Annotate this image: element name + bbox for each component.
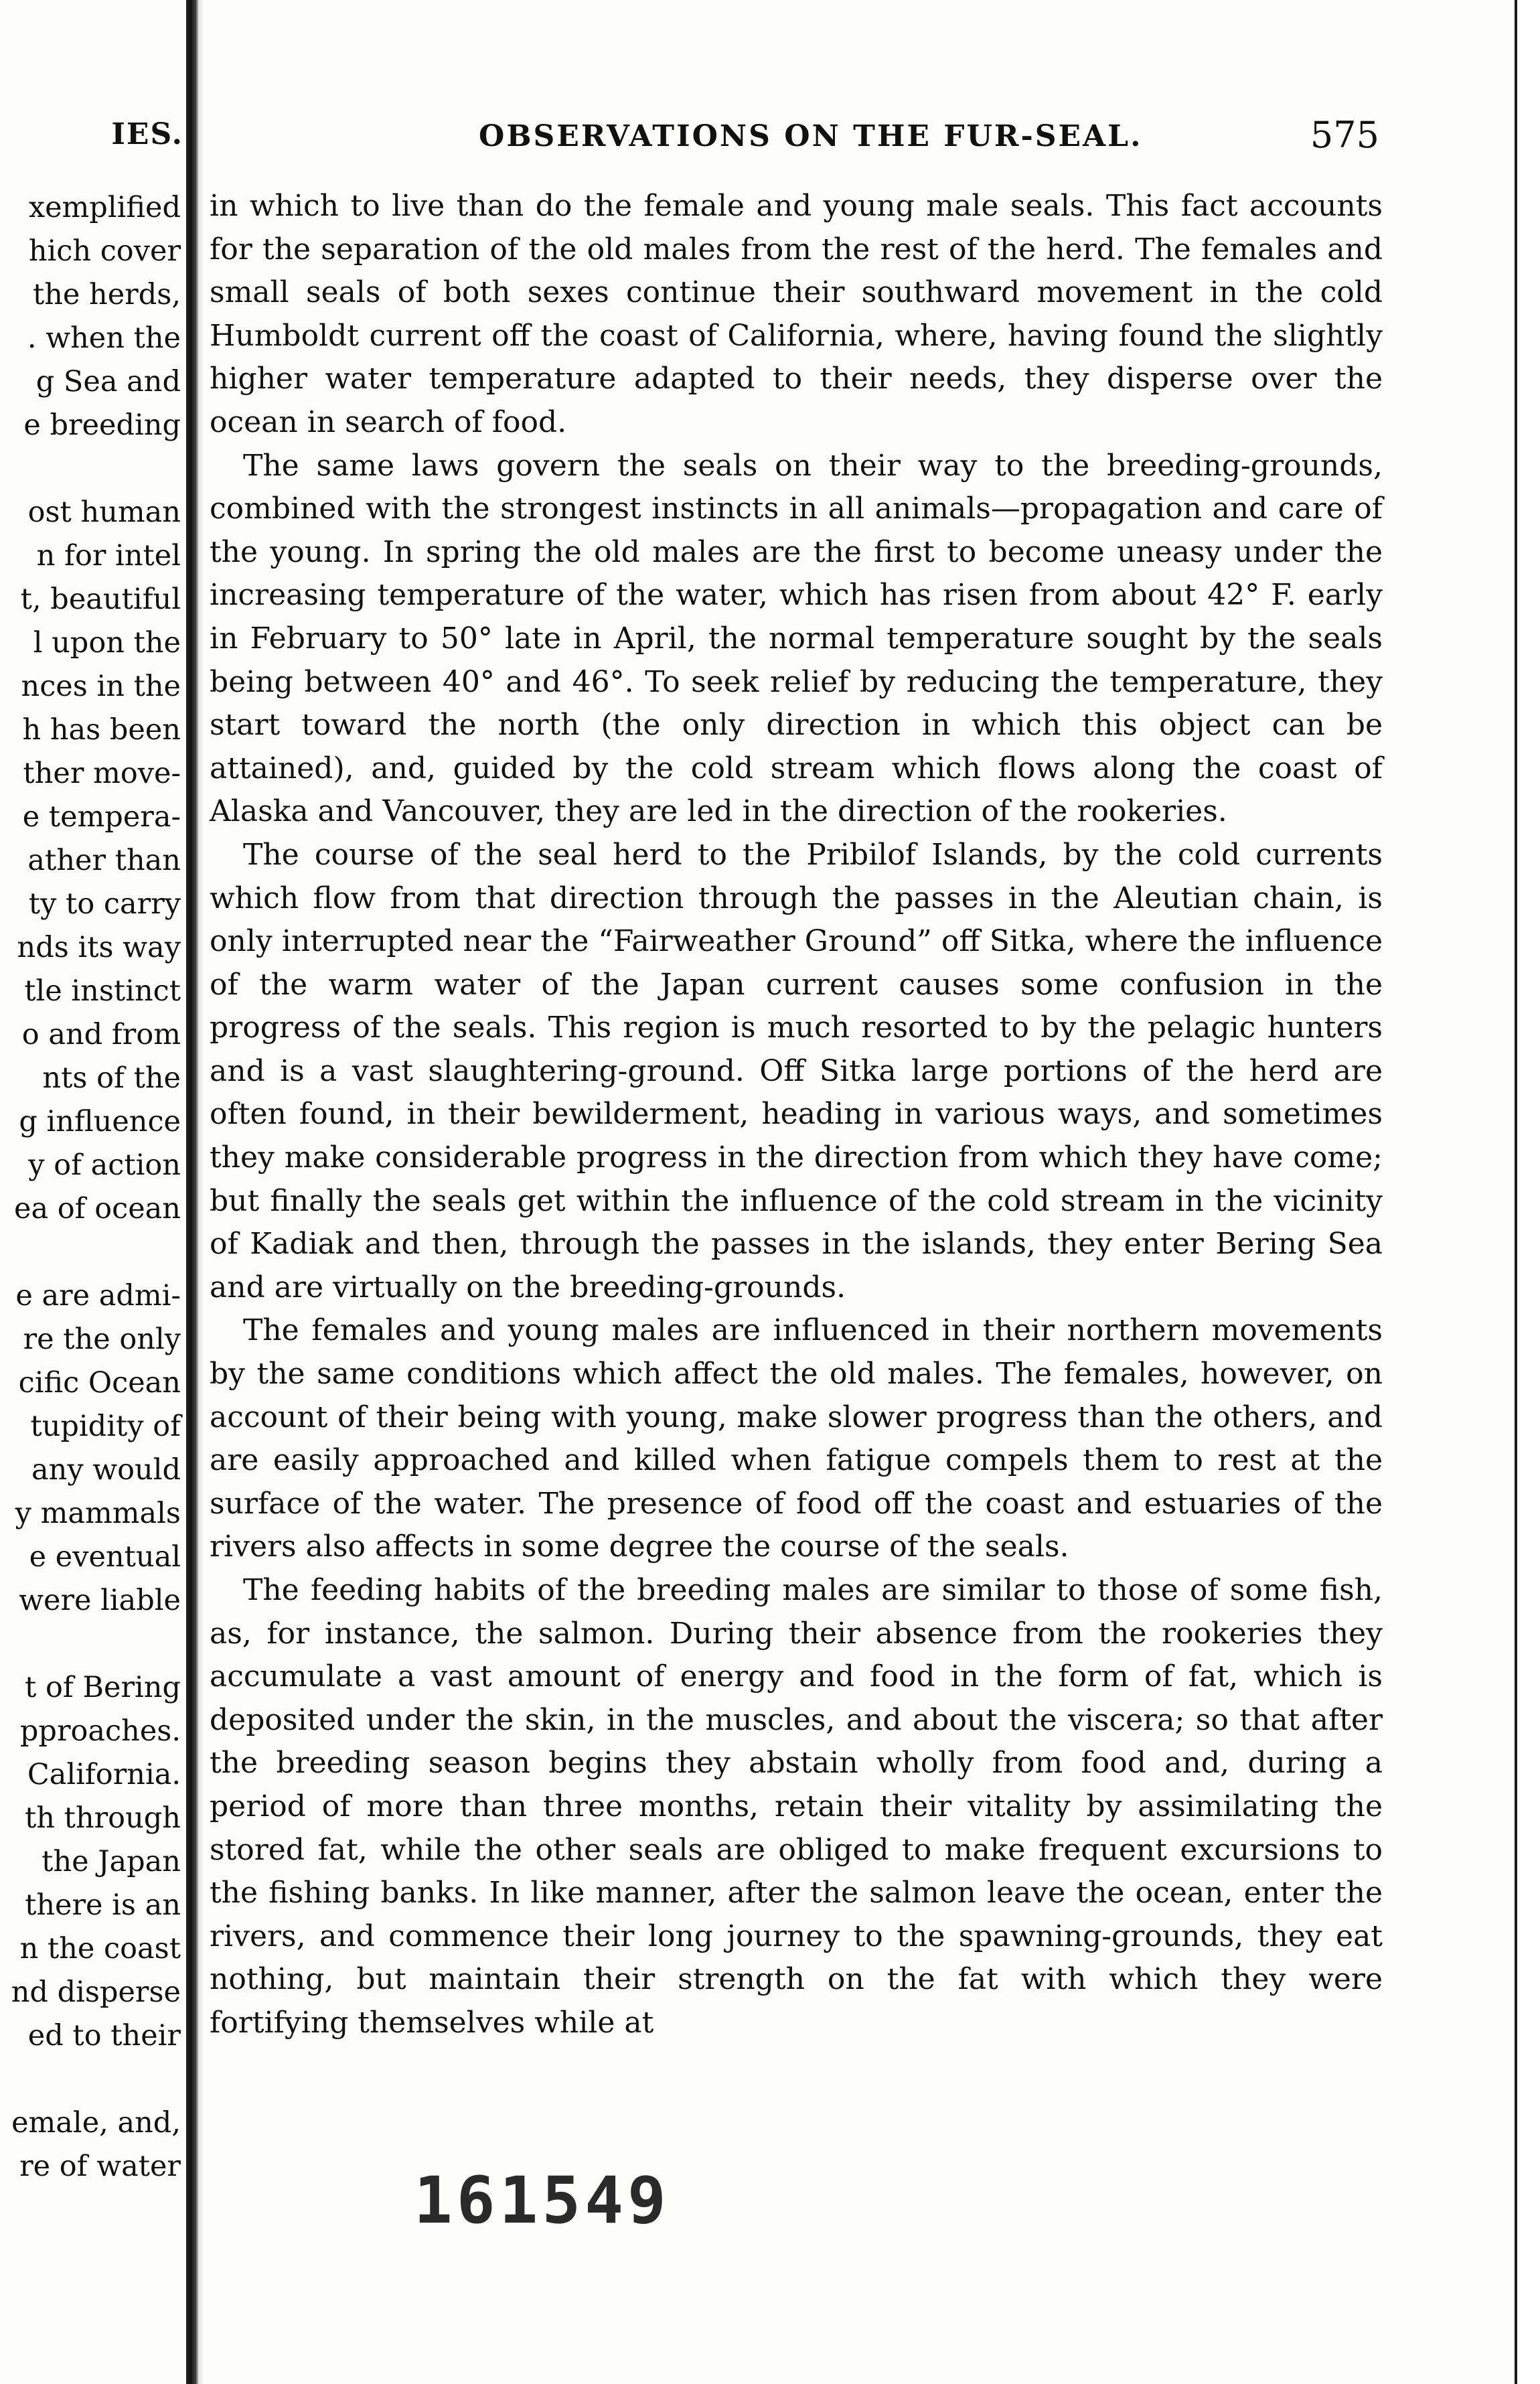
left-page-fragment (0, 0, 186, 2384)
paragraph: The feeding habits of the breeding males are similar to those of some fish, as, for instance, the salmon. During their absence from the rookeries they accumulate a vast amount of energy and food in the form of fat, which is deposited under the skin, in the muscles, and about the viscera; so that after the breeding season begins they abstain wholly from food and, during a period of more than three months, retain their vitality by assimilating the stored fat, while the other seals are obliged to make frequent excursions to the fishing banks. In like manner, after the salmon leave the ocean, enter the rivers, and commence their long journey to the spawning-grounds, they eat nothing, but maintain their strength on the fat with which they were fortifying themselves while at (210, 1573, 1383, 2040)
left-page-line: pproaches. (19, 1714, 181, 1748)
left-page-line: e breeding (23, 408, 181, 442)
left-page-line: ty to carry (28, 887, 181, 921)
left-page-line: o and from (21, 1018, 181, 1051)
left-page-line: ea of ocean (14, 1192, 181, 1225)
paragraph: The same laws govern the seals on their way to the breeding-grounds, combined with the strongest instincts in all animals—propagation and care of the young. In spring the old males are the first to become uneasy under the increasing temperature of the water, which has risen from about 42° F. early in February to 50° late in April, the normal temperature sought by the seals being between 40° and 46°. To seek relief by reducing the temperature, they start toward the north (the only direction in which this object can be attained), and, guided by the cold stream which flows along the coast of Alaska and Vancouver, they are led in the direction of the rookeries. (210, 448, 1383, 829)
left-page-line: . when the (27, 321, 181, 355)
left-page-line: n for intel (36, 539, 181, 573)
left-page-line: e eventual (29, 1540, 181, 1574)
left-page-gap (11, 1231, 181, 1274)
left-page-line: nts of the (42, 1061, 181, 1095)
left-page-line: t of Bering (25, 1671, 181, 1704)
paragraph: in which to live than do the female and young male seals. This fact accounts for the separation of the old males from the rest of the herd. The females and small seals of both sexes continue their southward movement in the cold Humboldt current off the coast of California, where, having found the slightly higher water temperature adapted to their needs, they disperse over the ocean in search of food. (210, 189, 1383, 439)
left-page-line: l upon the (33, 626, 181, 660)
page-header (214, 114, 1379, 161)
left-page-line: were liable (19, 1584, 181, 1617)
page-gutter (186, 0, 198, 2384)
accession-stamp: 161549 (414, 2163, 670, 2238)
paragraph: The females and young males are influenced in their northern movements by the same conditions which affect the old males. The females, however, on account of their being with young, make slower progress than the others, and are easily approached and killed when fatigue compels them to rest at the surface of the water. The presence of food off the coast and estuaries of the rivers also affects in some degree the course of the seals. (210, 1313, 1383, 1564)
left-page-line: e are admi- (15, 1279, 181, 1313)
left-page-line: ather than (27, 844, 181, 877)
left-page-line: y mammals (15, 1497, 181, 1530)
left-page-line: cific Ocean (18, 1366, 181, 1400)
left-page-header: IES. (111, 117, 183, 151)
left-page-line: th through (25, 1801, 181, 1835)
left-page-text (11, 186, 181, 2188)
left-page-line: g influence (19, 1105, 181, 1138)
left-page-line: ost human (27, 496, 181, 529)
left-page-line: nces in the (21, 670, 181, 703)
left-page-line: g Sea and (35, 365, 181, 398)
left-page-line: ther move- (23, 757, 181, 790)
left-page-line: California. (27, 1758, 181, 1791)
body-text (210, 185, 1383, 2045)
left-page-line: nds its way (17, 931, 181, 964)
left-page-line: h has been (22, 713, 181, 747)
left-page-line: any would (31, 1453, 181, 1487)
gutter-shadow (198, 0, 204, 2384)
left-page-gap (11, 1623, 181, 1666)
left-page-line: hich cover (28, 234, 181, 268)
left-page-line: there is an (25, 1888, 181, 1922)
left-page-gap (11, 2058, 181, 2101)
page-number: 575 (1310, 114, 1379, 156)
left-page-line: e tempera- (22, 800, 181, 834)
left-page-line: emale, and, (11, 2106, 181, 2140)
left-page-line: tle instinct (24, 974, 181, 1008)
left-page-line: ed to their (27, 2019, 181, 2053)
left-page-line: re the only (23, 1323, 181, 1356)
left-page-line: n the coast (19, 1932, 181, 1965)
left-page-line: re of water (19, 2150, 181, 2183)
page-border (1515, 0, 1540, 2384)
left-page-line: xemplified (28, 191, 181, 224)
left-page-line: the Japan (42, 1845, 181, 1878)
left-page-line: y of action (28, 1148, 181, 1182)
left-page-line: nd disperse (11, 1976, 181, 2009)
paragraph: The course of the seal herd to the Pribilof Islands, by the cold currents which flow from that direction through the passes in the Aleutian chain, is only interrupted near the “Fairweather Ground” off Sitka, where the influence of the warm water of the Japan current causes some confusion in the progress of the seals. This region is much resorted to by the pelagic hunters and is a vast slaughtering-ground. Off Sitka large portions of the herd are often found, in their bewilderment, heading in various ways, and sometimes they make considerable progress in the direction from which they have come; but finally the seals get within the influence of the cold stream in the vicinity of Kadiak and then, through the passes in the islands, they enter Bering Sea and are virtually on the breeding-grounds. (210, 837, 1383, 1305)
left-page-line: t, beautiful (20, 583, 181, 616)
running-head: OBSERVATIONS ON THE FUR-SEAL. (479, 119, 1143, 153)
left-page-line: the herds, (32, 278, 181, 311)
left-page-gap (11, 447, 181, 491)
left-page-line: tupidity of (30, 1410, 181, 1443)
